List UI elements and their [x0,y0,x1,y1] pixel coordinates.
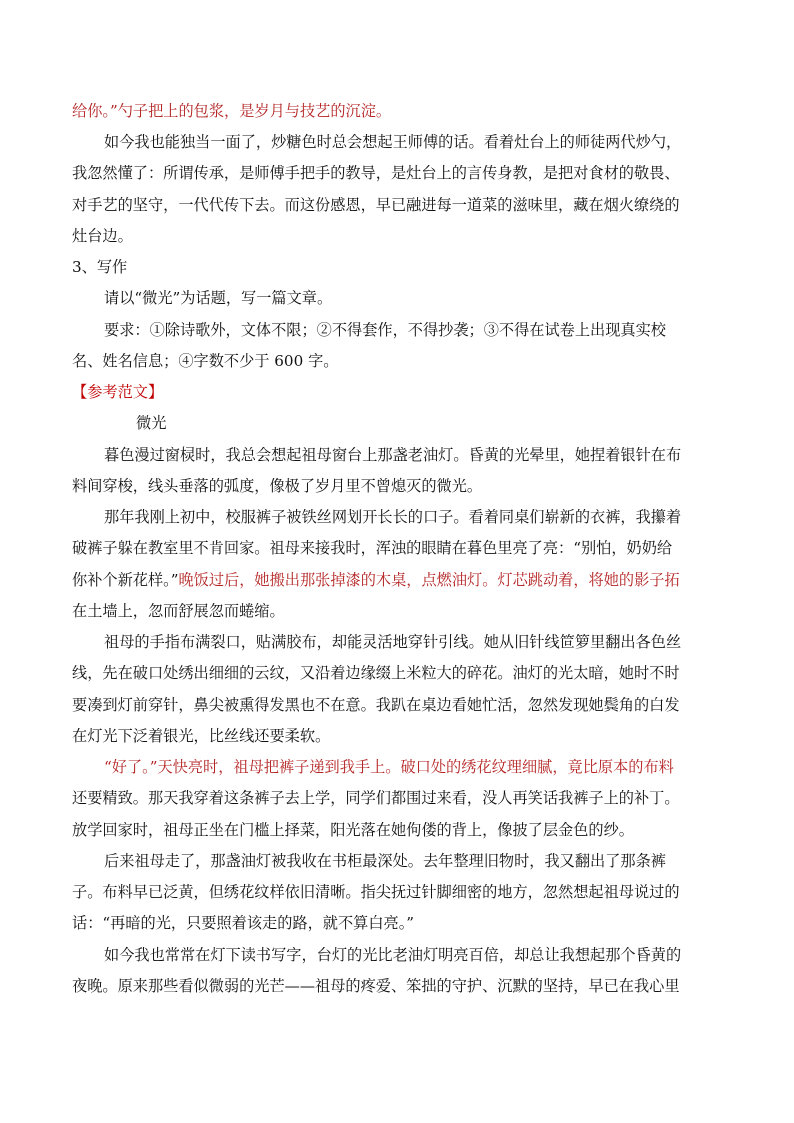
paragraph-line [104,632,754,652]
text-black: 你补个新花样。” [72,571,179,589]
text-black: 如今我也常常在灯下读书写字，台灯的光比老油灯明亮百倍，却总让我想起那个昏黄的 [104,946,682,964]
text-heading: 【参考范文】 [72,383,164,401]
text-black: 话：“再暗的光，只要照着该走的路，就不算白亮。” [72,914,415,932]
text-black: 破裤子躲在教室里不肯回家。祖母来接我时，浑浊的眼睛在暮色里亮了亮：“别怕，奶奶给 [72,539,673,557]
paragraph-line [72,913,722,933]
text-black: 请以“微光”为话题，写一篇文章。 [104,289,333,307]
paragraph-line [72,163,722,183]
text-black: 3、写作 [72,258,128,276]
text-black: 那年我刚上初中，校服裤子被铁丝网划开长长的口子。看着同桌们崭新的衣裤，我攥着 [104,508,682,526]
text-black: 夜晚。原来那些看似微弱的光芒——祖母的疼爱、笨拙的守护、沉默的坚持，早已在我心里 [72,977,680,995]
paragraph-line [72,538,722,558]
paragraph-line [104,445,754,465]
requirements-line [104,320,754,340]
paragraph-line [104,945,754,965]
essay-title [136,413,786,433]
text-black: 暮色漫过窗棂时，我总会想起祖母窗台上那盏老油灯。昏黄的光晕里，她捏着银针在布 [104,446,682,464]
paragraph-line [72,101,722,121]
text-black: 如今我也能独当一面了，炒糖色时总会想起王师傅的话。看着灶台上的师徒两代炒勺， [104,133,682,151]
paragraph-line [72,195,722,215]
paragraph-line [72,976,722,996]
reference-heading [72,382,722,402]
requirements-line [72,351,722,371]
paragraph-line [72,476,722,496]
text-black: 线，先在破口处绣出细细的云纹，又沿着边缘缀上米粒大的碎花。油灯的光太暗，她时不时 [72,664,680,682]
text-black: 后来祖母走了，那盏油灯被我收在书柜最深处。去年整理旧物时，我又翻出了那条裤 [104,852,666,870]
text-black: 要求：①除诗歌外，文体不限；②不得套作，不得抄袭；③不得在试卷上出现真实校 [104,321,666,339]
paragraph-line [72,663,722,683]
text-black: 在灯光下泛着银光，比丝线还要柔软。 [72,727,331,745]
paragraph-line [72,695,722,715]
paragraph-line [72,726,722,746]
text-highlight: “好了。”天快亮时，祖母把裤子递到我手上。破口处的绣花纹理细腻，竟比原本的布料 [104,758,674,776]
paragraph-line [104,757,754,777]
text-black: 名、姓名信息；④字数不少于 600 字。 [72,352,339,370]
text-highlight: 晚饭过后，她搬出那张掉漆的木桌，点燃油灯。灯芯跳动着，将她的影子拓 [178,571,680,589]
paragraph-line [72,570,722,590]
paragraph-line [72,820,722,840]
paragraph-line [72,226,722,246]
paragraph-line [72,788,722,808]
text-black: 放学回家时，祖母正坐在门槛上择菜，阳光落在她佝偻的背上，像披了层金色的纱。 [72,821,634,839]
text-black: 祖母的手指布满裂口，贴满胶布，却能灵活地穿针引线。她从旧针线笸箩里翻出各色丝 [104,633,682,651]
paragraph-line [72,601,722,621]
paragraph-line [104,507,754,527]
text-black: 微光 [136,414,167,432]
text-black: 我忽然懂了：所谓传承，是师傅手把手的教导，是灶台上的言传身教，是把对食材的敬畏、 [72,164,680,182]
text-black: 还要精致。那天我穿着这条裤子去上学，同学们都围过来看，没人再笑话我裤子上的补丁。 [72,789,680,807]
text-highlight: 给你。”勺子把上的包浆，是岁月与技艺的沉淀。 [72,102,392,120]
paragraph-line [104,132,754,152]
prompt-line [104,288,754,308]
section-heading [72,257,722,277]
text-black: 在土墙上，忽而舒展忽而蜷缩。 [72,602,285,620]
text-black: 子。布料早已泛黄，但绣花纹样依旧清晰。指尖抚过针脚细密的地方，忽然想起祖母说过的 [72,883,680,901]
text-black: 要凑到灯前穿针，鼻尖被熏得发黑也不在意。我趴在桌边看她忙活，忽然发现她鬓角的白发 [72,696,680,714]
paragraph-line [104,851,754,871]
paragraph-line [72,882,722,902]
text-black: 灶台边。 [72,227,133,245]
text-black: 料间穿梭，线头垂落的弧度，像极了岁月里不曾熄灭的微光。 [72,477,483,495]
text-black: 对手艺的坚守，一代代传下去。而这份感恩，早已融进每一道菜的滋味里，藏在烟火缭绕的 [72,196,680,214]
